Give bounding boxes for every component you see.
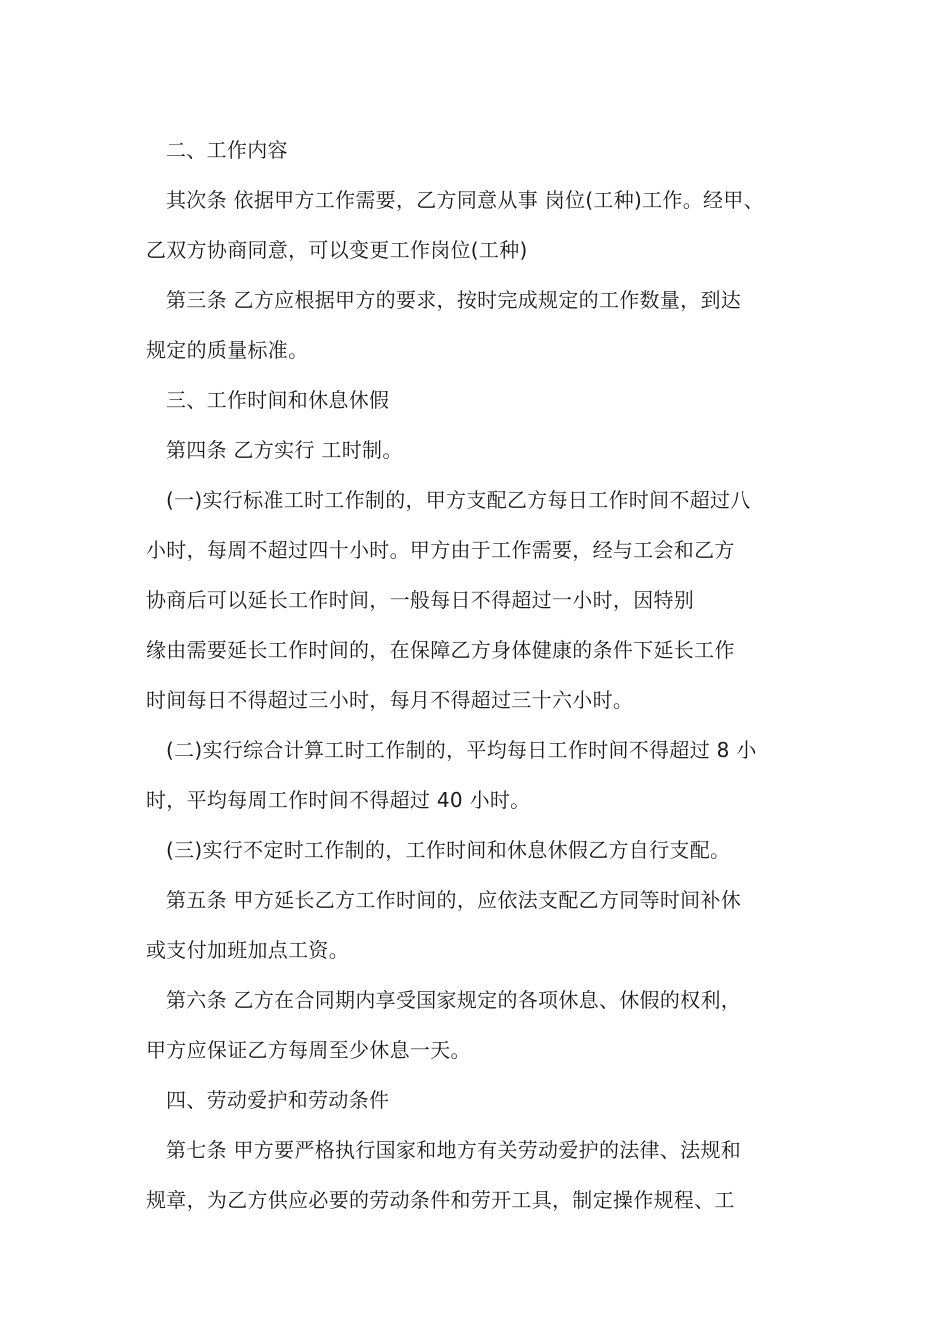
paragraph-line: 规定的质量标准。 [146, 338, 309, 362]
paragraph-line: 第四条 乙方实行 工时制。 [166, 438, 403, 462]
section-heading-4: 四、劳动爱护和劳动条件 [166, 1088, 390, 1112]
paragraph-line: 其次条 依据甲方工作需要，乙方同意从事 岗位(工种)工作。经甲、 [166, 188, 764, 212]
paragraph-line: (一)实行标准工时工作制的，甲方支配乙方每日工作时间不超过八 [166, 488, 751, 512]
paragraph-line: (三)实行不定时工作制的，工作时间和休息休假乙方自行支配。 [166, 838, 731, 862]
paragraph-line: 第七条 甲方要严格执行国家和地方有关劳动爱护的法律、法规和 [166, 1138, 742, 1162]
section-heading-2: 二、工作内容 [166, 138, 288, 162]
paragraph-line: (二)实行综合计算工时工作制的，平均每日工作时间不得超过 8 小 [166, 738, 757, 762]
paragraph-line: 规章，为乙方供应必要的劳动条件和劳开工具，制定操作规程、工 [146, 1188, 735, 1212]
paragraph-line: 时，平均每周工作时间不得超过 40 小时。 [146, 788, 531, 812]
paragraph-line: 时间每日不得超过三小时，每月不得超过三十六小时。 [146, 688, 634, 712]
paragraph-line: 缘由需要延长工作时间的，在保障乙方身体健康的条件下延长工作 [146, 638, 735, 662]
paragraph-line: 或支付加班加点工资。 [146, 938, 349, 962]
paragraph-line: 甲方应保证乙方每周至少休息一天。 [146, 1038, 471, 1062]
paragraph-line: 第五条 甲方延长乙方工作时间的，应依法支配乙方同等时间补休 [166, 888, 742, 912]
section-heading-3: 三、工作时间和休息休假 [166, 388, 390, 412]
paragraph-line: 小时，每周不超过四十小时。甲方由于工作需要，经与工会和乙方 [146, 538, 735, 562]
paragraph-line: 第六条 乙方在合同期内享受国家规定的各项休息、休假的权利， [166, 988, 742, 1012]
paragraph-line: 乙双方协商同意，可以变更工作岗位(工种) [146, 238, 528, 262]
paragraph-line: 第三条 乙方应根据甲方的要求，按时完成规定的工作数量，到达 [166, 288, 742, 312]
paragraph-line: 协商后可以延长工作时间，一般每日不得超过一小时，因特别 [146, 588, 695, 612]
